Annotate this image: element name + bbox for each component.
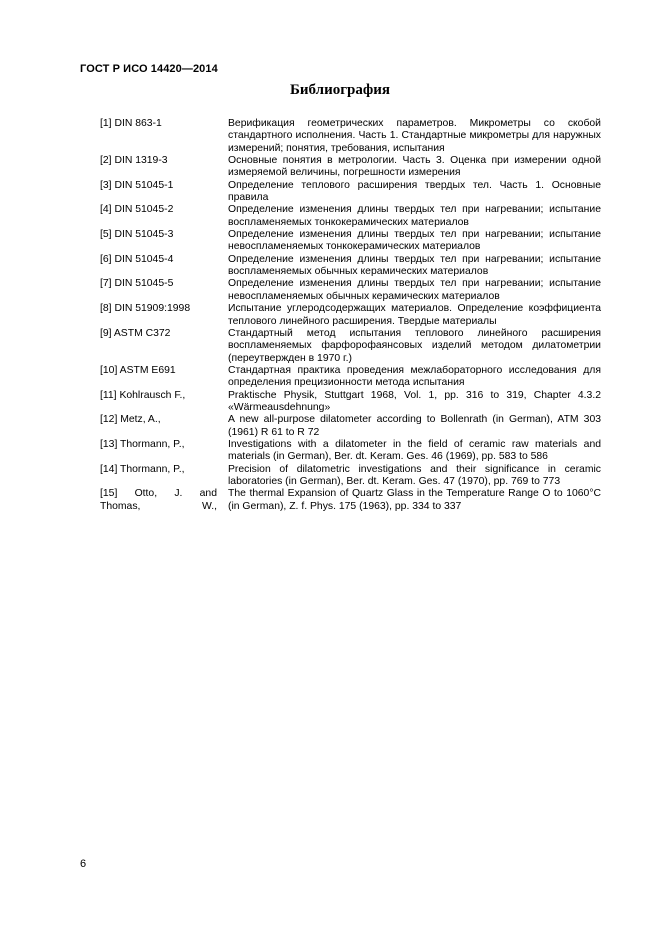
entry-reference: [9] ASTM C372 [100,327,171,339]
entry-reference: [2] DIN 1319-3 [100,155,168,167]
entry-reference: [4] DIN 51045-2 [100,204,174,216]
bibliography-entry [100,414,601,439]
bibliography-entry [100,464,601,489]
page-number: 6 [80,858,87,870]
entry-description: Precision of dilatometric investigations and their significance in ceramic laboratories (in German), Ber. dt. Keram. Ges. 47 (1970), pp. 769 to 773 [228,463,601,487]
bibliography-entry [100,254,601,279]
entry-description: Определение изменения длины твердых тел при нагревании; испытание воспламеняемых тонкокерамических материалов [228,204,601,228]
bibliography-entry [100,155,601,180]
document-header: ГОСТ Р ИСО 14420—2014 [80,63,218,75]
entry-reference: [12] Metz, A., [100,414,161,426]
entry-description: Определение изменения длины твердых тел при нагревании; испытание невоспламеняемых обычных керамических материалов [228,278,601,302]
entry-description: Определение изменения длины твердых тел при нагревании; испытание невоспламеняемых тонкокерамических материалов [228,229,601,253]
bibliography-entry [100,118,601,155]
entry-reference: [10] ASTM E691 [100,364,176,376]
entry-reference: [11] Kohlrausch F., [100,389,186,401]
bibliography-entry [100,229,601,254]
bibliography-entry [100,180,601,205]
page-title: Библиография [289,82,391,98]
bibliography-entry [100,390,601,415]
bibliography-entry [100,278,601,303]
entry-reference: [8] DIN 51909:1998 [100,303,191,315]
entry-reference: [5] DIN 51045-3 [100,229,174,241]
bibliography-list [100,118,601,525]
entry-description: Основные понятия в метрологии. Часть 3. Оценка при измерении одной измеряемой величины, погрешности измерения [228,155,601,179]
entry-reference: [3] DIN 51045-1 [100,179,174,191]
bibliography-entry [100,303,601,328]
entry-description: Определение изменения длины твердых тел при нагревании; испытание воспламеняемых обычных керамических материалов [228,253,601,278]
bibliography-entry [100,488,601,525]
entry-reference: [14] Thormann, P., [100,463,185,475]
entry-reference: [1] DIN 863-1 [100,118,162,129]
entry-description: The thermal Expansion of Quartz Glass in the Temperature Range O to 1060°C (in German), Z. f. Phys. 175 (1963), pp. 334 to 337 [228,488,601,512]
entry-reference: [6] DIN 51045-4 [100,253,174,265]
entry-description: Верификация геометрических параметров. Микрометры со скобой стандартного исполнения. Часть 1. Стандартные микрометры для наружных измерений; понятия, требования, испытания [228,118,601,154]
bibliography-entry [100,365,601,390]
entry-description: Определение теплового расширения твердых тел. Часть 1. Основные правила [228,179,601,204]
entry-description: Investigations with a dilatometer in the field of ceramic raw materials and materials (in German), Ber. dt. Keram. Ges. 46 (1969), pp. 583 to 586 [228,438,601,463]
entry-description: Стандартный метод испытания теплового линейного расширения воспламеняемых фарфорофаянсовых изделий методом дилатометрии (переутвержден в 1970 г.) [228,327,601,364]
entry-description: Испытание углеродсодержащих материалов. Определение коэффициента теплового линейного расширения. Твердые материалы [228,303,601,327]
bibliography-entry [100,204,601,229]
entry-description: Praktische Physik, Stuttgart 1968, Vol. 1, pp. 316 to 319, Chapter 4.3.2 «Wärmeausdehnung» [228,389,601,413]
entry-reference: [13] Thormann, P., [100,438,185,450]
bibliography-entry [100,328,601,365]
entry-description: Стандартная практика проведения межлабораторного исследования для определения прецизионности метода испытания [228,364,601,389]
entry-reference: [7] DIN 51045-5 [100,278,174,290]
bibliography-entry [100,439,601,464]
entry-reference: [15] Otto, J. and Thomas, W., [100,488,217,512]
entry-description: A new all-purpose dilatometer according to Bollenrath (in German), ATM 303 (1961) R 61 to R 72 [228,414,601,438]
